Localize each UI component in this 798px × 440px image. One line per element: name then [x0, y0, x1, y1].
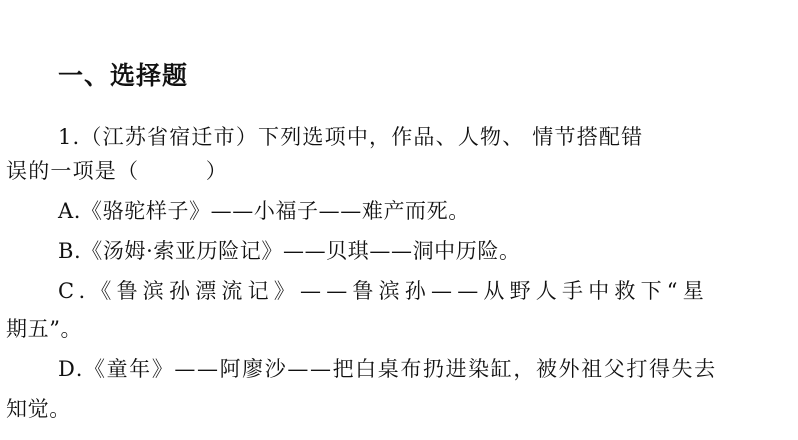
option-a: A.《骆驼样子》——小福子——难产而死。 — [58, 199, 470, 223]
option-c-line-1: C.《鲁滨孙漂流记》——鲁滨孙——从野人手中救下“星 — [58, 279, 709, 303]
option-c-line-2: 期五”。 — [6, 317, 83, 341]
option-b: B.《汤姆·索亚历险记》——贝琪——洞中历险。 — [58, 239, 521, 263]
section-title: 一、选择题 — [58, 61, 189, 90]
option-d-line-1: D.《童年》——阿廖沙——把白桌布扔进染缸，被外祖父打得失去 — [58, 357, 717, 381]
question-stem-line-1: 1.（江苏省宿迁市）下列选项中，作品、人物、 情节搭配错 — [58, 125, 644, 149]
option-d-line-2: 知觉。 — [6, 397, 71, 421]
question-stem-line-2: 误的一项是（ ） — [6, 159, 228, 183]
